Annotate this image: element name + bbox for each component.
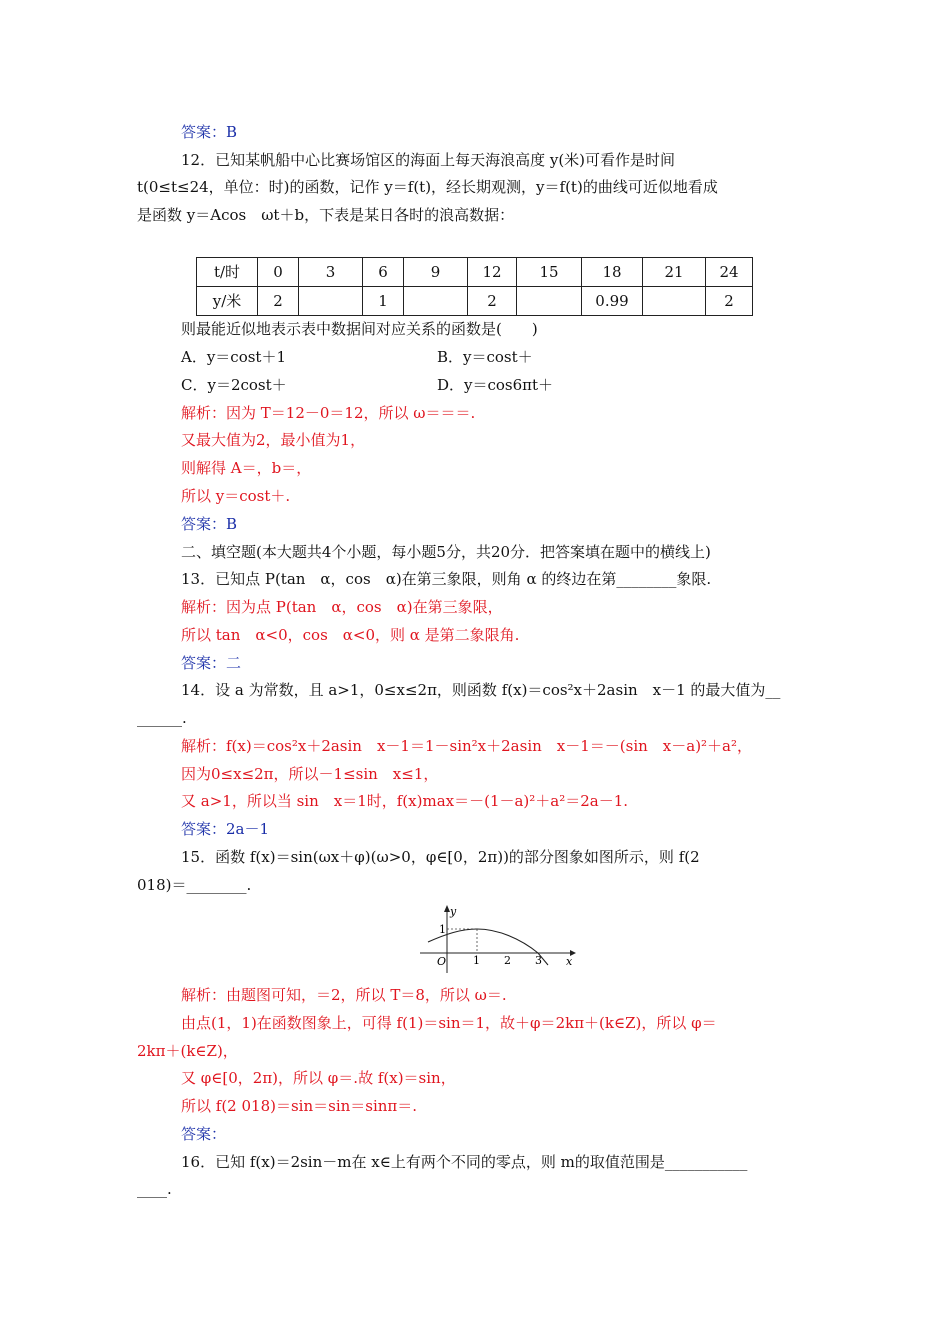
answer-14: 答案：2a－1 <box>181 820 270 838</box>
option-b: B．y＝cost＋ <box>437 348 533 366</box>
q12-line2: t(0≤t≤24，单位：时)的函数，记作 y＝f(t)，经长期观测，y＝f(t)的曲线可近似地看成 <box>137 178 718 196</box>
q14-line1: 14．设 a 为常数，且 a>1，0≤x≤2π，则函数 f(x)＝cos²x＋2asin x－1 的最大值为__ <box>181 681 781 699</box>
table-cell: 0.99 <box>582 287 643 316</box>
solution-15-line5: 所以 f(2 018)＝sin＝sin＝sinπ＝. <box>181 1097 418 1115</box>
solution-12-line4: 所以 y＝cost＋. <box>181 487 291 505</box>
x-axis-label: x <box>566 955 573 968</box>
q16-line2: ____. <box>137 1180 172 1198</box>
table-cell: 6 <box>363 258 404 287</box>
q15-line2: 018)＝________. <box>137 876 252 894</box>
table-cell: 2 <box>706 287 753 316</box>
table-cell <box>404 287 468 316</box>
origin-label: O <box>437 955 447 968</box>
table-cell: 9 <box>404 258 468 287</box>
table-cell <box>517 287 582 316</box>
table-row-time <box>197 258 753 287</box>
solution-12-line3: 则解得 A＝，b＝， <box>181 459 312 477</box>
q13: 13．已知点 P(tan α，cos α)在第三象限，则角 α 的终边在第________象限. <box>181 570 712 588</box>
sine-graph <box>416 903 576 975</box>
table-cell: 2 <box>468 287 517 316</box>
table-cell: 24 <box>706 258 753 287</box>
answer-11: 答案：B <box>181 123 238 141</box>
answer-13: 答案：二 <box>181 654 242 672</box>
solution-15-line2: 由点(1，1)在函数图象上，可得 f(1)＝sin＝1，故＋φ＝2kπ＋(k∈Z)，所以 φ＝ <box>181 1014 717 1032</box>
x-tick-label: 1 <box>473 954 480 967</box>
solution-14-line2: 因为0≤x≤2π，所以－1≤sin x≤1， <box>181 765 439 783</box>
solution-15-line3: 2kπ＋(k∈Z)， <box>137 1042 238 1060</box>
q12-line1: 12．已知某帆船中心比赛场馆区的海面上每天海浪高度 y(米)可看作是时间 <box>181 151 676 169</box>
table-cell: 0 <box>258 258 299 287</box>
option-d: D．y＝cos6πt＋ <box>437 376 554 394</box>
wave-height-table <box>196 257 753 316</box>
q14-line2: ______. <box>137 709 187 727</box>
option-a: A．y＝cost＋1 <box>181 348 287 366</box>
solution-14-line3: 又 a>1，所以当 sin x＝1时，f(x)max＝－(1－a)²＋a²＝2a－1. <box>181 792 629 810</box>
table-cell: t/时 <box>197 258 258 287</box>
x-tick-label: 3 <box>535 954 542 967</box>
table-cell: 18 <box>582 258 643 287</box>
table-cell: 3 <box>299 258 363 287</box>
table-cell: 12 <box>468 258 517 287</box>
solution-12-line2: 又最大值为2，最小值为1， <box>181 431 366 449</box>
option-c: C．y＝2cost＋ <box>181 376 287 394</box>
solution-13-line2: 所以 tan α<0，cos α<0，则 α 是第二象限角. <box>181 626 520 644</box>
table-cell: 2 <box>258 287 299 316</box>
section-fill-in-heading: 二、填空题(本大题共4个小题，每小题5分，共20分．把答案填在题中的横线上) <box>181 543 711 561</box>
solution-15-line1: 解析：由题图可知，＝2，所以 T＝8，所以 ω＝. <box>181 986 507 1004</box>
x-tick-label: 2 <box>504 954 511 967</box>
answer-12: 答案：B <box>181 515 238 533</box>
y-tick-label: 1 <box>439 923 446 936</box>
table-cell: 1 <box>363 287 404 316</box>
answer-15: 答案： <box>181 1125 227 1143</box>
solution-12-line1: 解析：因为 T＝12－0＝12，所以 ω＝＝＝. <box>181 404 476 422</box>
y-axis-label: y <box>450 905 457 918</box>
table-row-height <box>197 287 753 316</box>
table-cell <box>299 287 363 316</box>
solution-13-line1: 解析：因为点 P(tan α，cos α)在第三象限， <box>181 598 503 616</box>
solution-14-line1: 解析：f(x)＝cos²x＋2asin x－1＝1－sin²x＋2asin x－1＝－(sin x－a)²＋a²， <box>181 737 753 755</box>
q12-line3: 是函数 y＝Acos ωt＋b，下表是某日各时的浪高数据： <box>137 206 515 224</box>
q16-line1: 16．已知 f(x)＝2sin－m在 x∈上有两个不同的零点，则 m的取值范围是___________ <box>181 1153 748 1171</box>
table-cell <box>643 287 706 316</box>
solution-15-line4: 又 φ∈[0，2π)，所以 φ＝.故 f(x)＝sin， <box>181 1069 456 1087</box>
table-cell: 15 <box>517 258 582 287</box>
q12-question: 则最能近似地表示表中数据间对应关系的函数是( ) <box>181 320 538 338</box>
table-cell: y/米 <box>197 287 258 316</box>
q15-line1: 15．函数 f(x)＝sin(ωx＋φ)(ω>0，φ∈[0，2π))的部分图象如图所示，则 f(2 <box>181 848 700 866</box>
table-cell: 21 <box>643 258 706 287</box>
